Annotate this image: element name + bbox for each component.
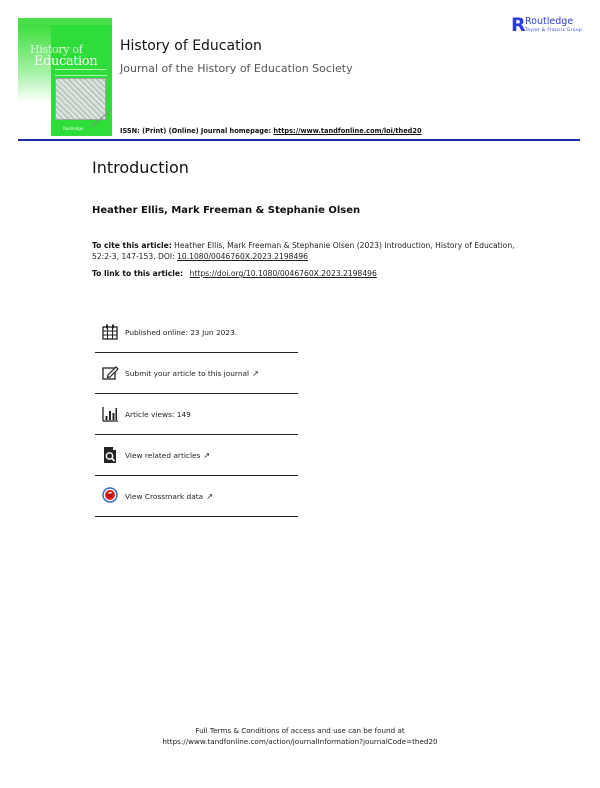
issn-line xyxy=(120,127,422,135)
journal-homepage-link[interactable]: https://www.tandfonline.com/loi/thed20 xyxy=(273,127,422,135)
article-url-link[interactable]: https://doi.org/10.1080/0046760X.2023.2198496 xyxy=(189,269,377,278)
article-views-label: Article views: 149 xyxy=(125,409,191,419)
journal-cover xyxy=(18,18,112,136)
published-online-label: Published online: 23 Jun 2023. xyxy=(125,327,238,337)
related-articles-row[interactable] xyxy=(95,435,298,476)
external-link-icon: ↗ xyxy=(203,450,211,460)
issn-label: ISSN: (Print) (Online) Journal homepage: xyxy=(120,127,274,135)
edit-icon xyxy=(100,363,120,383)
calendar-icon xyxy=(100,322,120,342)
submit-article-row[interactable] xyxy=(95,353,298,394)
article-title: Introduction xyxy=(92,158,189,177)
cite-text: Heather Ellis, Mark Freeman & Stephanie Olsen (2023) Introduction, History of Education, 52:2-3, 147-153, DOI: xyxy=(92,241,515,261)
article-info-list xyxy=(95,312,298,517)
article-link-line xyxy=(92,269,377,278)
cover-artwork xyxy=(55,78,106,120)
article-views-row xyxy=(95,394,298,435)
svg-text:· · · ·: · · · · xyxy=(106,501,114,505)
related-articles-label: View related articles xyxy=(125,450,201,460)
crossmark-row[interactable] xyxy=(95,476,298,517)
cite-label: To cite this article: xyxy=(92,241,172,250)
routledge-r-icon: R xyxy=(511,14,526,36)
article-authors: Heather Ellis, Mark Freeman & Stephanie Olsen xyxy=(92,205,361,216)
cover-subtitle-lines xyxy=(55,69,107,76)
routledge-logo[interactable] xyxy=(511,15,591,39)
crossmark-label: View Crossmark data xyxy=(125,491,204,501)
journal-subtitle: Journal of the History of Education Society xyxy=(120,62,353,75)
cover-publisher-mark: Routledge xyxy=(63,126,84,131)
external-link-icon: ↗ xyxy=(206,491,213,501)
cover-top-band xyxy=(18,18,112,25)
external-link-icon: ↗ xyxy=(252,368,259,378)
footer-terms-text: Full Terms & Conditions of access and use can be found at xyxy=(195,726,405,735)
footer-terms-url[interactable]: https://www.tandfonline.com/action/journalInformation?journalCode=thed20 xyxy=(162,737,438,746)
published-online-row xyxy=(95,312,298,353)
cover-left-gradient xyxy=(18,25,51,136)
publisher-name: Routledge xyxy=(525,16,574,27)
doi-link[interactable]: 10.1080/0046760X.2023.2198496 xyxy=(177,252,309,261)
cover-title-line1: History of xyxy=(30,43,83,56)
cover-title-line2: Education xyxy=(34,54,98,69)
submit-article-label: Submit your article to this journal xyxy=(125,368,250,378)
footer xyxy=(0,725,600,747)
citation xyxy=(92,240,522,262)
link-label: To link to this article: xyxy=(92,269,186,278)
crossmark-icon xyxy=(100,486,120,506)
related-search-icon xyxy=(100,445,120,465)
header-divider xyxy=(18,139,580,141)
bar-chart-icon xyxy=(100,404,120,424)
publisher-tagline: Taylor & Francis Group xyxy=(525,28,583,33)
journal-title: History of Education xyxy=(120,38,262,54)
